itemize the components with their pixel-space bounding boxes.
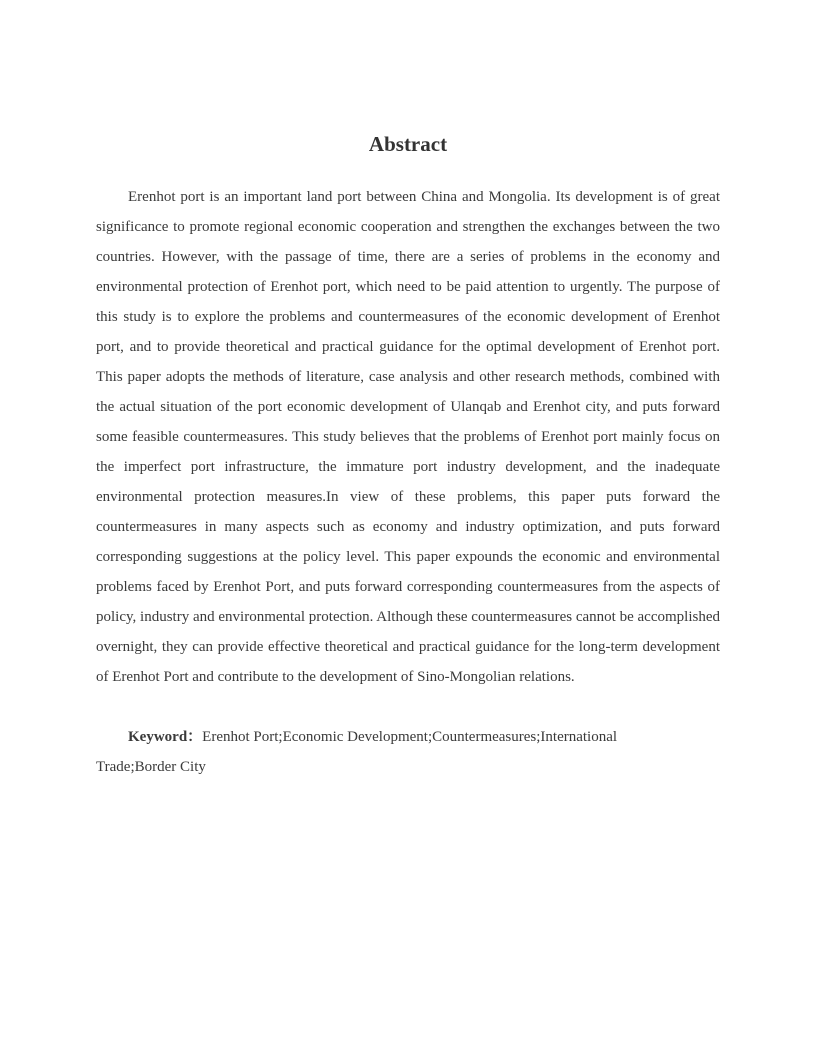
abstract-paragraph: Erenhot port is an important land port between China and Mongolia. Its development is of great significance to promote regional economic cooperation and strengthen the exchanges between the two countries. However, with the passage of time, there are a series of problems in the economy and environmental protection of Erenhot port, which need to be paid attention to urgently. The purpose of this study is to explore the problems and countermeasures of the economic development of Erenhot port, and to provide theoretical and practical guidance for the optimal development of Erenhot port. This paper adopts the methods of literature, case analysis and other research methods, combined with the actual situation of the port economic development of Ulanqab and Erenhot city, and puts forward some feasible countermeasures. This study believes that the problems of Erenhot port mainly focus on the imperfect port infrastructure, the immature port industry development, and the inadequate environmental protection measures.In view of these problems, this paper puts forward the countermeasures in many aspects such as economy and industry optimization, and puts forward corresponding suggestions at the policy level. This paper expounds the economic and environmental problems faced by Erenhot Port, and puts forward corresponding countermeasures from the aspects of policy, industry and environmental protection. Although these countermeasures cannot be accomplished overnight, they can provide effective theoretical and practical guidance for the long-term development of Erenhot Port and contribute to the development of Sino-Mongolian relations. bbox=[96, 189, 720, 685]
page-title: Abstract bbox=[368, 132, 448, 156]
keywords-line bbox=[96, 722, 676, 782]
keywords-text: Erenhot Port;Economic Development;Countermeasures;International Trade;Border City bbox=[96, 729, 618, 775]
keywords-label: Keyword： bbox=[128, 729, 203, 745]
